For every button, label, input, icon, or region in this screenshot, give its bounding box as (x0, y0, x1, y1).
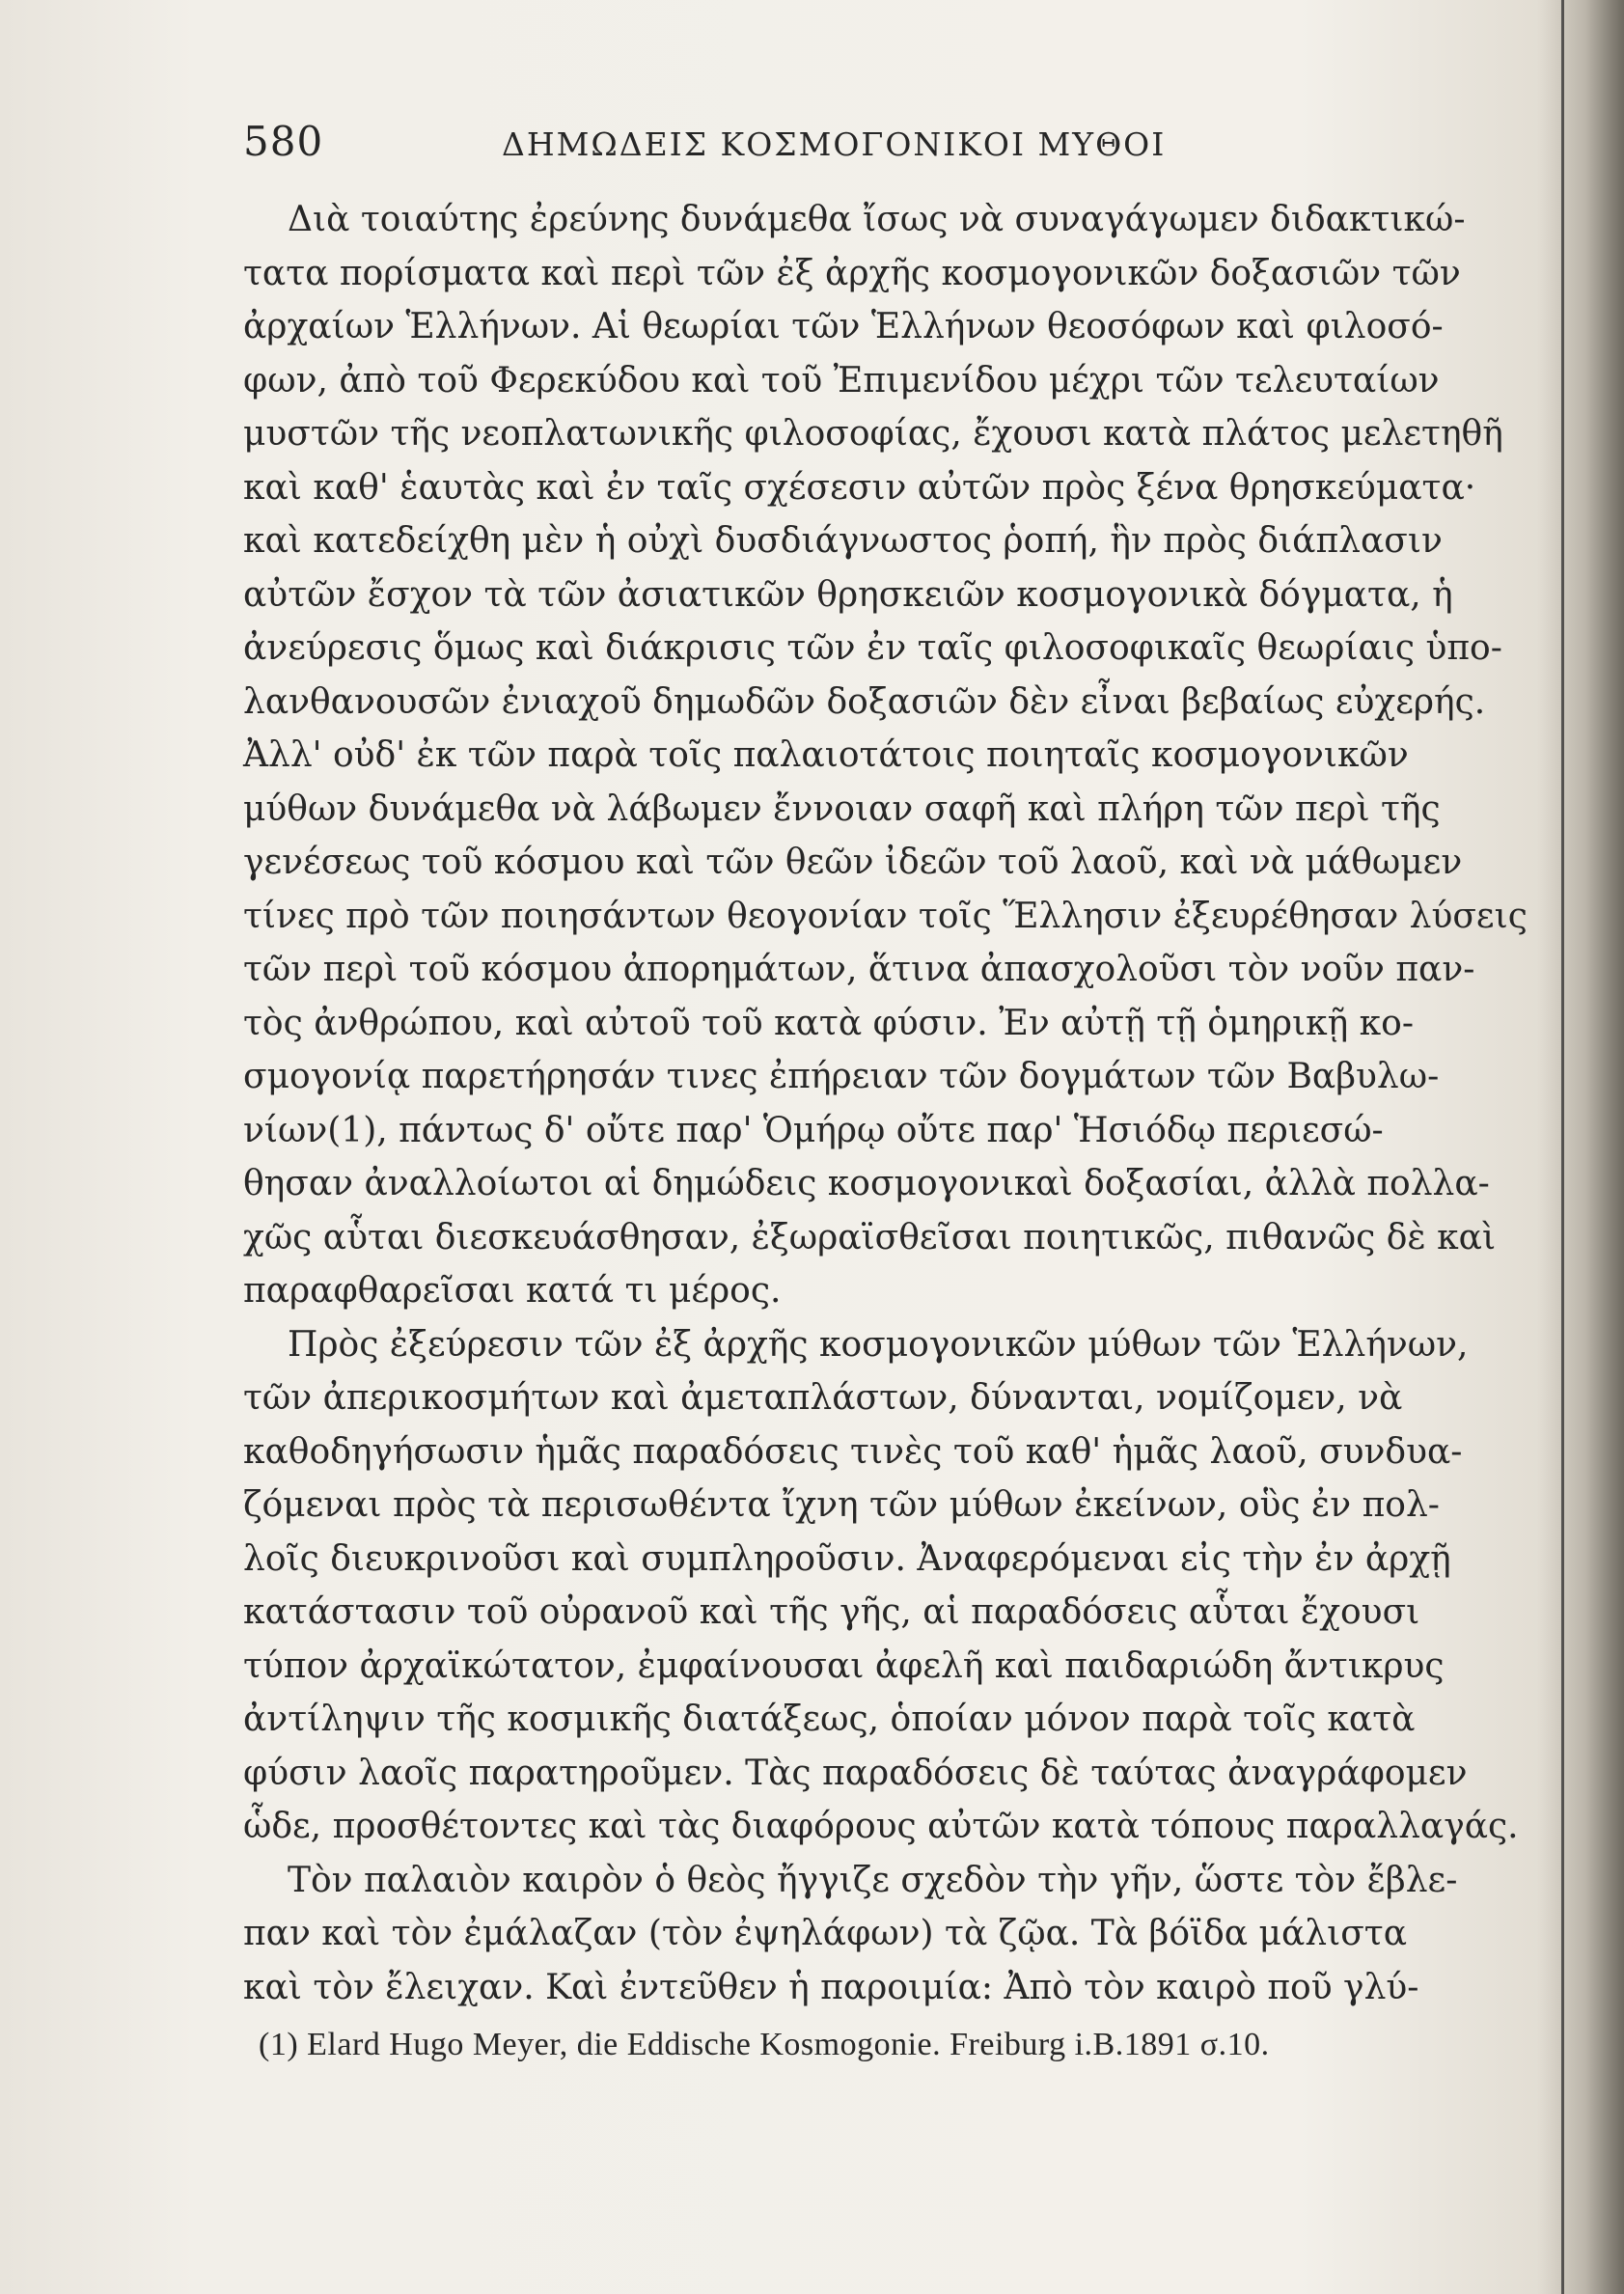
text-line: καθοδηγήσωσιν ἡμᾶς παραδόσεις τινὲς τοῦ καθ' ἡμᾶς λαοῦ, συνδυα- (243, 1431, 1463, 1472)
text-line: ἀνεύρεσις ὅμως καὶ διάκρισις τῶν ἐν ταῖς φιλοσοφικαῖς θεωρίαις ὑπο- (243, 628, 1502, 668)
text-line: μυστῶν τῆς νεοπλατωνικῆς φιλοσοφίας, ἔχουσι κατὰ πλάτος μελετηθῆ (243, 414, 1503, 454)
running-title: ΔΗΜΩΔΕΙΣ ΚΟΣΜΟΓΟΝΙΚΟΙ ΜΥΘΟΙ (502, 125, 1167, 163)
text-line: Τὸν παλαιὸν καιρὸν ὁ θεὸς ἤγγιζε σχεδὸν τὴν γῆν, ὥστε τὸν ἔβλε- (288, 1860, 1458, 1900)
text-line: τῶν περὶ τοῦ κόσμου ἀπορημάτων, ἅτινα ἀπασχολοῦσι τὸν νοῦν παν- (243, 950, 1475, 989)
page-header (0, 118, 1624, 176)
text-line: γενέσεως τοῦ κόσμου καὶ τῶν θεῶν ἰδεῶν τοῦ λαοῦ, καὶ νὰ μάθωμεν (243, 843, 1463, 882)
text-line: τῶν ἀπερικοσμήτων καὶ ἀμεταπλάστων, δύνανται, νομίζομεν, νὰ (243, 1378, 1403, 1418)
text-line: καὶ κατεδείχθη μὲν ἡ οὐχὶ δυσδιάγνωστος ῥοπή, ἣν πρὸς διάπλασιν (243, 521, 1443, 561)
page-edge-rule (1561, 0, 1564, 2294)
text-line: Διὰ τοιαύτης ἐρεύνης δυνάμεθα ἴσως νὰ συναγάγωμεν διδακτικώ- (288, 200, 1466, 239)
text-line: φων, ἀπὸ τοῦ Φερεκύδου καὶ τοῦ Ἐπιμενίδου μέχρι τῶν τελευταίων (243, 360, 1440, 401)
text-line: νίων(1), πάντως δ' οὔτε παρ' Ὁμήρῳ οὔτε παρ' Ἡσιόδῳ περιεσώ- (243, 1110, 1384, 1150)
text-line: λοῖς διευκρινοῦσι καὶ συμπληροῦσιν. Ἀναφερόμεναι εἰς τὴν ἐν ἀρχῇ (243, 1538, 1451, 1579)
text-line: Ἀλλ' οὐδ' ἐκ τῶν παρὰ τοῖς παλαιοτάτοις ποιηταῖς κοσμογονικῶν (243, 735, 1409, 775)
text-line: ἀντίληψιν τῆς κοσμικῆς διατάξεως, ὁποίαν μόνον παρὰ τοῖς κατὰ (243, 1700, 1416, 1739)
book-spine-shadow (1537, 0, 1624, 2294)
text-line: κατάστασιν τοῦ οὐρανοῦ καὶ τῆς γῆς, αἱ παραδόσεις αὗται ἔχουσι (243, 1592, 1420, 1632)
footnote: (1) Elard Hugo Meyer, die Eddische Kosmogonie. Freiburg i.B.1891 σ.10. (259, 2027, 1270, 2062)
text-line: χῶς αὗται διεσκευάσθησαν, ἐξωραϊσθεῖσαι ποιητικῶς, πιθανῶς δὲ καὶ (243, 1217, 1497, 1258)
text-line: ἀρχαίων Ἑλλήνων. Αἱ θεωρίαι τῶν Ἑλλήνων θεοσόφων καὶ φιλοσό- (243, 307, 1444, 346)
body-text (243, 193, 1528, 2014)
text-line: αὐτῶν ἔσχον τὰ τῶν ἀσιατικῶν θρησκειῶν κοσμογονικὰ δόγματα, ἡ (243, 574, 1453, 615)
text-line: φύσιν λαοῖς παρατηροῦμεν. Τὰς παραδόσεις δὲ ταύτας ἀναγράφομεν (243, 1753, 1468, 1793)
text-line: μύθων δυνάμεθα νὰ λάβωμεν ἔννοιαν σαφῆ καὶ πλήρη τῶν περὶ τῆς (243, 788, 1441, 829)
text-line: τύπον ἀρχαϊκώτατον, ἐμφαίνουσαι ἀφελῆ καὶ παιδαριώδη ἄντικρυς (243, 1645, 1445, 1686)
text-line: ὧδε, προσθέτοντες καὶ τὰς διαφόρους αὐτῶν κατὰ τόπους παραλλαγάς. (243, 1807, 1519, 1846)
text-line: τατα πορίσματα καὶ περὶ τῶν ἐξ ἀρχῆς κοσμογονικῶν δοξασιῶν τῶν (243, 253, 1461, 293)
text-line: καὶ τὸν ἔλειχαν. Καὶ ἐντεῦθεν ἡ παροιμία: Ἀπὸ τὸν καιρὸ ποῦ γλύ- (243, 1967, 1419, 2007)
text-line: θησαν ἀναλλοίωτοι αἱ δημώδεις κοσμογονικαὶ δοξασίαι, ἀλλὰ πολλα- (243, 1164, 1490, 1203)
text-line: τίνες πρὸ τῶν ποιησάντων θεογονίαν τοῖς Ἕλλησιν ἐξευρέθησαν λύσεις (243, 896, 1528, 936)
text-line: σμογονίᾳ παρετήρησάν τινες ἐπήρειαν τῶν δογμάτων τῶν Βαβυλω- (243, 1057, 1440, 1096)
text-line: Πρὸς ἐξεύρεσιν τῶν ἐξ ἀρχῆς κοσμογονικῶν μύθων τῶν Ἑλλήνων, (288, 1324, 1469, 1365)
page-number: 580 (243, 118, 324, 165)
text-line: λανθανουσῶν ἐνιαχοῦ δημωδῶν δοξασιῶν δὲν εἶναι βεβαίως εὐχερής. (243, 681, 1486, 722)
text-line: καὶ καθ' ἑαυτὰς καὶ ἐν ταῖς σχέσεσιν αὐτῶν πρὸς ξένα θρησκεύματα· (243, 467, 1476, 508)
text-line: τὸς ἀνθρώπου, καὶ αὐτοῦ τοῦ κατὰ φύσιν. Ἐν αὐτῇ τῇ ὁμηρικῇ κο- (243, 1003, 1414, 1043)
text-line: παν καὶ τὸν ἐμάλαζαν (τὸν ἐψηλάφων) τὰ ζῷα. Τὰ βόϊδα μάλιστα (243, 1914, 1407, 1953)
text-line: παραφθαρεῖσαι κατά τι μέρος. (243, 1271, 782, 1311)
text-line: ζόμεναι πρὸς τὰ περισωθέντα ἴχνη τῶν μύθων ἐκείνων, οὓς ἐν πολ- (243, 1485, 1440, 1525)
